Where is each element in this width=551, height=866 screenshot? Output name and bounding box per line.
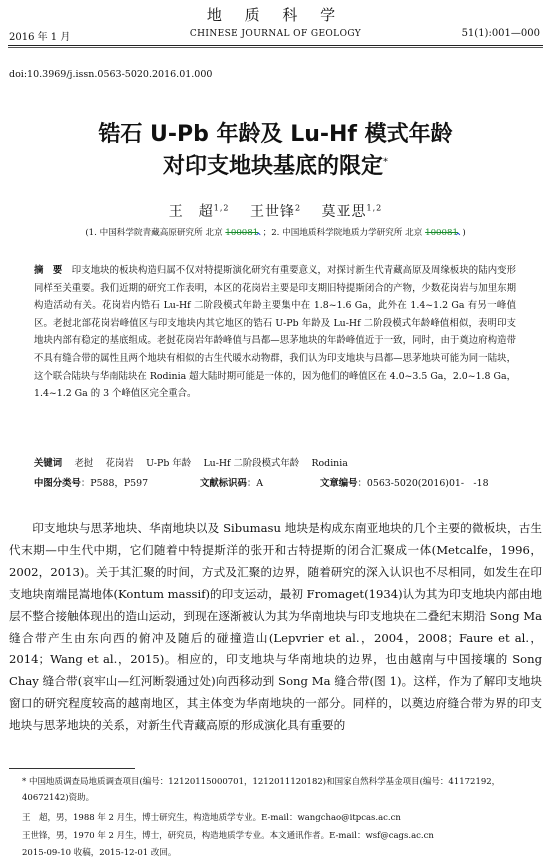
keywords-label: 关键词 [34,458,63,469]
article-number: 文章编号：0563-5020(2016)01- -18 [320,478,489,489]
footnote-author2: 王世锋，男，1970 年 2 月生，博士，研究员，构造地质学专业。本文通讯作者。E-mail：wsf@cags.ac.cn [22,831,434,841]
article-value: 0563-5020(2016)01- -18 [366,478,489,489]
postcode-edit-1: 100081 [225,228,259,238]
clc-number: 中图分类号：P588，P597 [34,478,149,489]
abstract-text: 印支地块的板块构造归属不仅对特提斯演化研究有重要意义，对探讨新生代青藏高原及周缘板块的陆内变形同样至关重要。我们近期的研究工作表明，本区的花岗岩主要是印支期旧特提斯闭合的产物，少数花岗岩与加里东期构造活动有关。花岗岩内锆石 Lu-Hf 二阶段模式年龄主要集中在 1.8~1.6 Ga，此外在 1.4~1.2 Ga 有另一峰值区。老挝北部花岗岩峰值区与印支地块内其它地区的锆石 U-Pb 年龄及 Lu-Hf 二阶段模式年龄峰值相似，表明印支地块内部有稳定的基底组成。老挝花岗岩年龄峰值与昌都—思茅地块的年龄峰值近于一致，同时，由于奠边府构造带不具有缝合带的属性且两个地块有相似的古生代暖水动物群，我们认为印支地块与昌都—思茅地块可能为同一陆块，这个联合陆块与华南陆块在 Rodinia 超大陆时期可能是一体的，因为他们的峰值区在 4.0~3.5 Ga，2.0~1.8 Ga，1.4~1.2 Ga 的 3 个峰值区完全重合。 [34,265,516,400]
affiliation-2: ；2. 中国地质科学院地质力学研究所 北京 [262,228,423,238]
author-affil: 1,2 [366,203,383,213]
issue-pages: 51(1):001—000 [461,28,540,39]
clc-label: 中图分类号 [34,478,81,489]
footnote-funding: * 中国地质调查局地质调查项目(编号：12120115000701，1212011120182)和国家自然科学基金项目(编号：41172192，40672142)资助。 [22,777,501,803]
title-text: 对印支地块基底的限定 [162,154,383,179]
footnote-author1: 王 超，男，1988 年 2 月生，博士研究生，构造地质学专业。E-mail：wangchao@itpcas.ac.cn [22,813,401,823]
abstract [34,262,516,403]
article-label: 文章编号 [320,478,358,489]
affiliation-close: ) [462,228,466,238]
clc-value: P588，P597 [90,478,149,489]
keyword: 花岗岩 [105,458,134,469]
author-name: 莫亚思 [321,204,367,220]
author-name: 王 超 [168,204,214,220]
author-list [0,201,551,221]
footnote-dates: 2015-09-10 收稿，2015-12-01 改回。 [22,848,177,858]
doc-label: 文献标识码 [200,478,247,489]
keyword: U-Pb 年龄 [146,458,192,469]
doc-value: A [256,478,264,489]
paper-title-line2 [0,149,551,180]
doc-code: 文献标识码：A [200,478,264,489]
journal-name-en: CHINESE JOURNAL OF GEOLOGY [189,29,362,39]
body-paragraph: 印支地块与思茅地块、华南地块以及 Sibumasu 地块是构成东南亚地块的几个主要的微板块，古生代末期—中生代中期，它们随着中特提斯洋的张开和古特提斯的闭合汇聚成一体(Metcalfe，1996，2002，2013)。关于其汇聚的时间，方式及汇聚的边界，随着研究的深入认识也不尽相同，如发生在印支地块南端昆嵩地体(Kontum massif)的印支运动，最初 Fromaget(1934)认为其为印支地块内部由地层不整合接触体现出的造山运动，到现在逐渐被认为其为华南地块与印支地块在二叠纪末期沿 Song Ma 缝合带产生由东向西的俯冲及随后的碰撞造山(Lepvrier et al.，2004，2008；Faure et al.，2014；Wang et al.，2015)。相应的，印支地块与华南地块的边界，也由越南与中国接壤的 Song Chay 缝合带(哀牢山—红河断裂通过处)向西移动到 Song Ma 缝合带(图 1)。这样，作为了解印支地块窗口的研究程度较高的越南地区，其主体变为华南地块的一部分。同样的，以奠边府缝合带为界的印支地块与思茅地块的关系，对新生代青藏高原的形成演化具有重要的 [9,521,542,733]
journal-name-cn: 地 质 科 学 [206,6,345,24]
author-affil: 2 [294,203,302,213]
author-name: 王世锋 [249,204,295,220]
doi[interactable]: doi:10.3969/j.issn.0563-5020.2016.01.000 [9,69,213,80]
issue-date: 2016 年 1 月 [9,32,71,43]
keyword: Lu-Hf 二阶段模式年龄 [203,458,300,469]
keyword: 老挝 [74,458,94,469]
author-affil: 1,2 [213,203,230,213]
keywords [34,455,348,469]
abstract-label: 摘 要 [34,265,63,276]
paper-title-line1: 锆石 U-Pb 年龄及 Lu-Hf 模式年龄 [98,122,453,147]
postcode-edit-2: 100081 [425,228,458,238]
keyword: Rodinia [311,458,348,469]
title-footnote-mark: * [383,156,388,168]
insert-caret-icon: ⌃ [453,232,463,243]
footnote-rule [9,768,135,769]
insert-caret-icon: ⌃ [254,232,263,243]
affiliation-1: (1. 中国科学院青藏高原研究所 北京 [85,228,223,238]
header-rule [8,45,543,46]
affiliations [0,226,551,243]
header-rule-thin [8,47,543,48]
